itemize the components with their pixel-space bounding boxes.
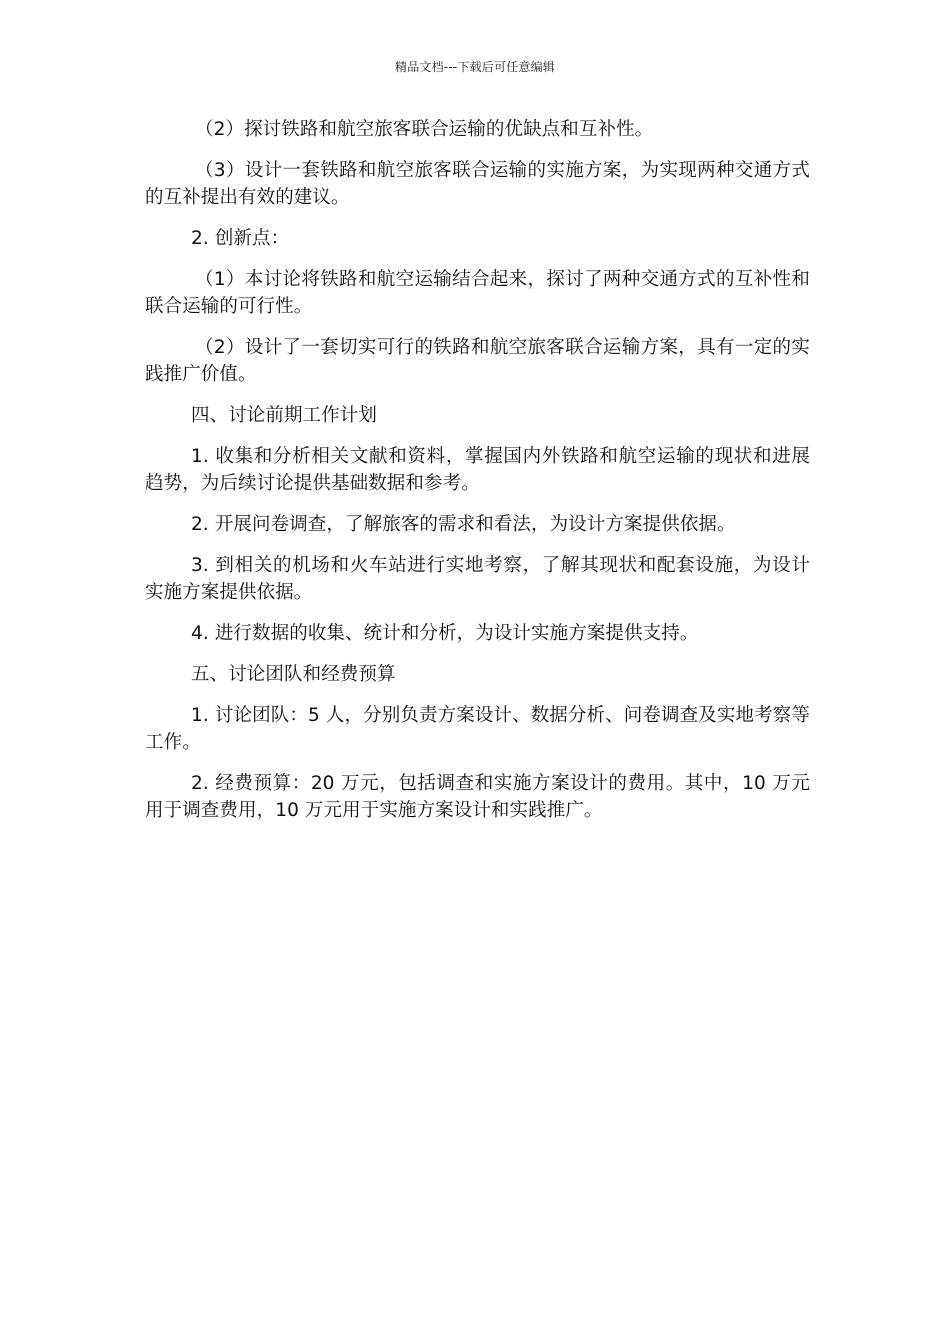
paragraph-objective-2: （2）探讨铁路和航空旅客联合运输的优缺点和互补性。 (195, 119, 654, 140)
section-heading-team-budget: 五、讨论团队和经费预算 (191, 664, 396, 685)
page-header: 精品文档---下载后可任意编辑 (395, 60, 555, 74)
paragraph-budget: 2. 经费预算：20 万元，包括调查和实施方案设计的费用。其中，10 万元用于调查费用，10 万元用于实施方案设计和实践推广。 (145, 773, 810, 821)
document-body (145, 116, 810, 838)
paragraph-innovation-heading: 2. 创新点： (191, 228, 290, 249)
paragraph-plan-3: 3. 到相关的机场和火车站进行实地考察，了解其现状和配套设施，为设计实施方案提供依据。 (145, 555, 810, 603)
section-heading-work-plan: 四、讨论前期工作计划 (191, 405, 378, 426)
paragraph-plan-1: 1. 收集和分析相关文献和资料，掌握国内外铁路和航空运输的现状和进展趋势，为后续讨论提供基础数据和参考。 (145, 446, 810, 494)
paragraph-plan-2: 2. 开展问卷调查，了解旅客的需求和看法，为设计方案提供依据。 (191, 514, 736, 535)
paragraph-plan-4: 4. 进行数据的收集、统计和分析，为设计实施方案提供支持。 (191, 623, 699, 644)
paragraph-objective-3: （3）设计一套铁路和航空旅客联合运输的实施方案，为实现两种交通方式的互补提出有效的建议。 (145, 160, 810, 208)
paragraph-innovation-2: （2）设计了一套切实可行的铁路和航空旅客联合运输方案，具有一定的实践推广价值。 (145, 337, 810, 385)
paragraph-team: 1. 讨论团队：5 人，分别负责方案设计、数据分析、问卷调查及实地考察等工作。 (145, 705, 810, 753)
paragraph-innovation-1: （1）本讨论将铁路和航空运输结合起来，探讨了两种交通方式的互补性和联合运输的可行性。 (145, 269, 810, 317)
